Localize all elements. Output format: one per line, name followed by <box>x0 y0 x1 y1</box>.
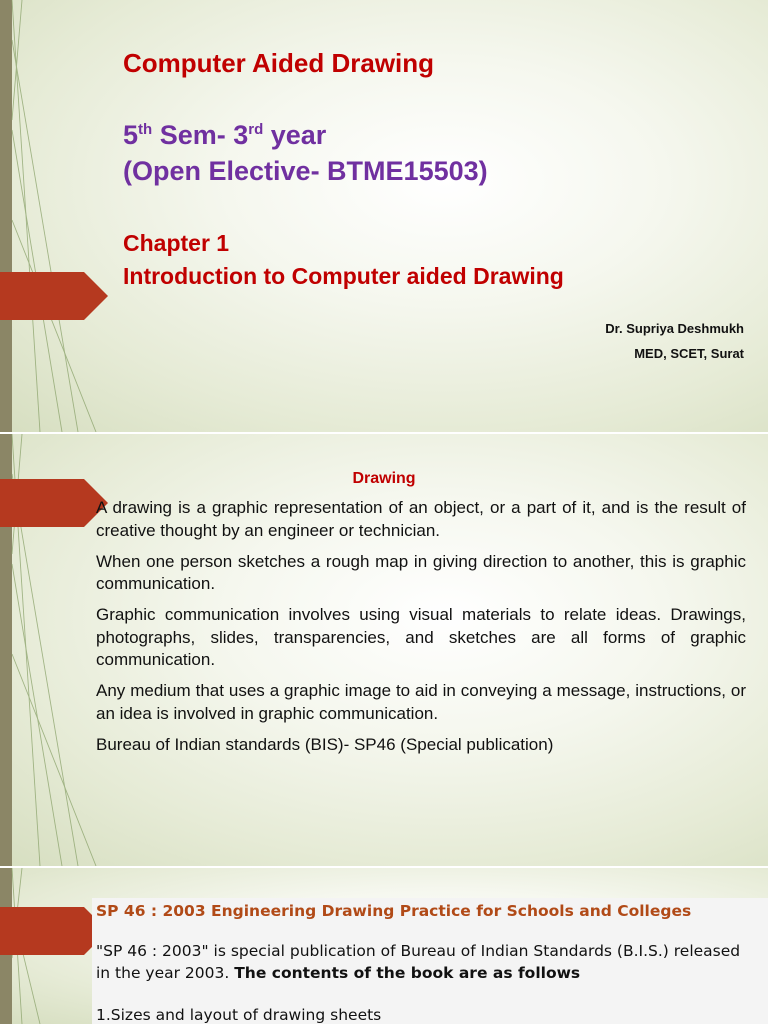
box-line-year-text: in the year 2003. <box>96 964 235 982</box>
semester-line <box>123 120 326 151</box>
paragraph-visual: Graphic communication involves using visual materials to relate ideas. Drawings, photographs, slides, transparencies, and sketches are all forms of graphic communication. <box>96 605 746 669</box>
slide-title <box>0 0 768 432</box>
content-box <box>92 898 768 1024</box>
list-item: 1.Sizes and layout of drawing sheets <box>96 1006 382 1024</box>
course-title: Computer Aided Drawing <box>123 48 435 78</box>
paragraph-bis: Bureau of Indian standards (BIS)- SP46 (Special publication) <box>96 734 554 754</box>
author-department: MED, SCET, Surat <box>634 346 744 361</box>
paragraph-medium: Any medium that uses a graphic image to aid in conveying a message, instructions, or an idea is involved in graphic communication. <box>96 681 746 723</box>
semester-text: Sem- 3 <box>152 120 249 150</box>
paragraph-definition: A drawing is a graphic representation of an object, or a part of it, and is the result of creative thought by an engineer or technician. <box>96 498 746 540</box>
section-heading: Drawing <box>352 470 416 487</box>
slide-drawing <box>0 434 768 866</box>
semester-number: 5 <box>123 120 139 150</box>
title-arrow-shape <box>0 272 108 320</box>
year-text: year <box>263 120 327 150</box>
author-name: Dr. Supriya Deshmukh <box>605 321 744 336</box>
body-text <box>96 497 746 765</box>
elective-line: (Open Elective- BTME15503) <box>123 156 488 186</box>
box-line-contents: The contents of the book are as follows <box>234 964 581 982</box>
slide-sp46 <box>0 868 768 1024</box>
box-line-year <box>96 964 580 982</box>
box-title: SP 46 : 2003 Engineering Drawing Practice for Schools and Colleges <box>96 902 692 920</box>
box-line-intro: "SP 46 : 2003" is special publication of Bureau of Indian Standards (B.I.S.) released <box>96 942 741 960</box>
chapter-title: Introduction to Computer aided Drawing <box>123 263 564 289</box>
semester-superscript: th <box>138 121 153 138</box>
chapter-number: Chapter 1 <box>123 230 230 256</box>
year-superscript: rd <box>248 121 264 138</box>
paragraph-sketch: When one person sketches a rough map in giving direction to another, this is graphic communication. <box>96 551 746 593</box>
decorative-lines <box>0 0 120 432</box>
